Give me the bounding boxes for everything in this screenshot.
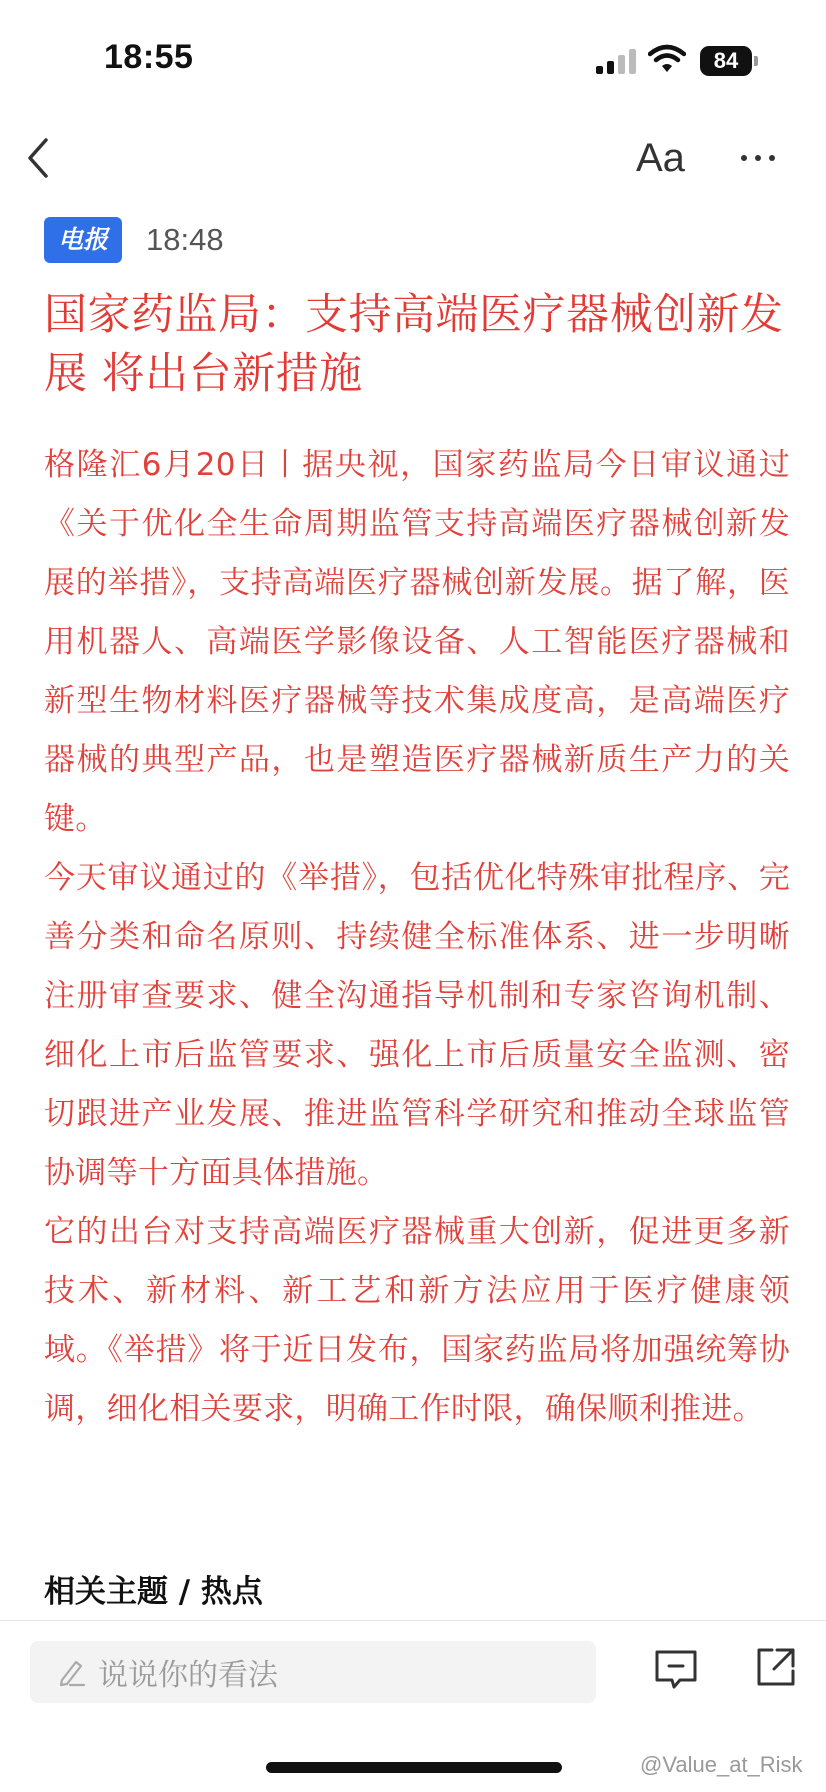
related-topics-heading: 相关主题 / 热点 bbox=[44, 1574, 263, 1610]
article-headline: 国家药监局：支持高端医疗器械创新发展 将出台新措施 bbox=[44, 290, 784, 399]
article-paragraph: 今天审议通过的《举措》，包括优化特殊审批程序、完善分类和命名原则、持续健全标准体系、进一步明晰注册审查要求、健全沟通指导机制和专家咨询机制、细化上市后监管要求、强化上市后质量安全监测、密切跟进产业发展、推进监管科学研究和推动全球监管协调等十方面具体措施。 bbox=[44, 860, 790, 1191]
comment-placeholder: 说说你的看法 bbox=[98, 1658, 278, 1693]
publish-time: 18:48 bbox=[146, 222, 224, 257]
battery-icon bbox=[700, 46, 758, 76]
article-paragraph: 格隆汇6月20日丨据央视，国家药监局今日审议通过《关于优化全生命周期监管支持高端医疗器械创新发展的举措》，支持高端医疗器械创新发展。据了解，医用机器人、高端医学影像设备、人工智能医疗器械和新型生物材料医疗器械等技术集成度高，是高端医疗器械的典型产品，也是塑造医疗器械新质生产力的关键。 bbox=[44, 447, 790, 837]
status-bar bbox=[0, 0, 826, 120]
article-body bbox=[44, 436, 790, 1439]
font-size-button[interactable]: Aa bbox=[636, 136, 685, 180]
more-icon[interactable] bbox=[736, 134, 780, 182]
comment-input[interactable] bbox=[30, 1641, 596, 1703]
watermark: @Value_at_Risk bbox=[640, 1752, 803, 1777]
back-icon[interactable] bbox=[20, 134, 60, 182]
pen-icon bbox=[56, 1656, 88, 1688]
comment-icon[interactable] bbox=[652, 1645, 700, 1693]
status-time: 18:55 bbox=[104, 38, 194, 76]
nav-bar bbox=[0, 120, 826, 200]
article-meta bbox=[44, 217, 224, 263]
article-paragraph: 它的出台对支持高端医疗器械重大创新，促进更多新技术、新材料、新工艺和新方法应用于医疗健康领域。《举措》将于近日发布，国家药监局将加强统筹协调，细化相关要求，明确工作时限，确保顺利推进。 bbox=[44, 1214, 790, 1427]
home-indicator bbox=[266, 1762, 562, 1773]
telegraph-badge: 电报 bbox=[44, 217, 122, 263]
cellular-signal-icon bbox=[594, 48, 638, 76]
battery-level: 84 bbox=[700, 46, 752, 76]
wifi-icon bbox=[648, 44, 686, 74]
share-icon[interactable] bbox=[752, 1643, 800, 1691]
